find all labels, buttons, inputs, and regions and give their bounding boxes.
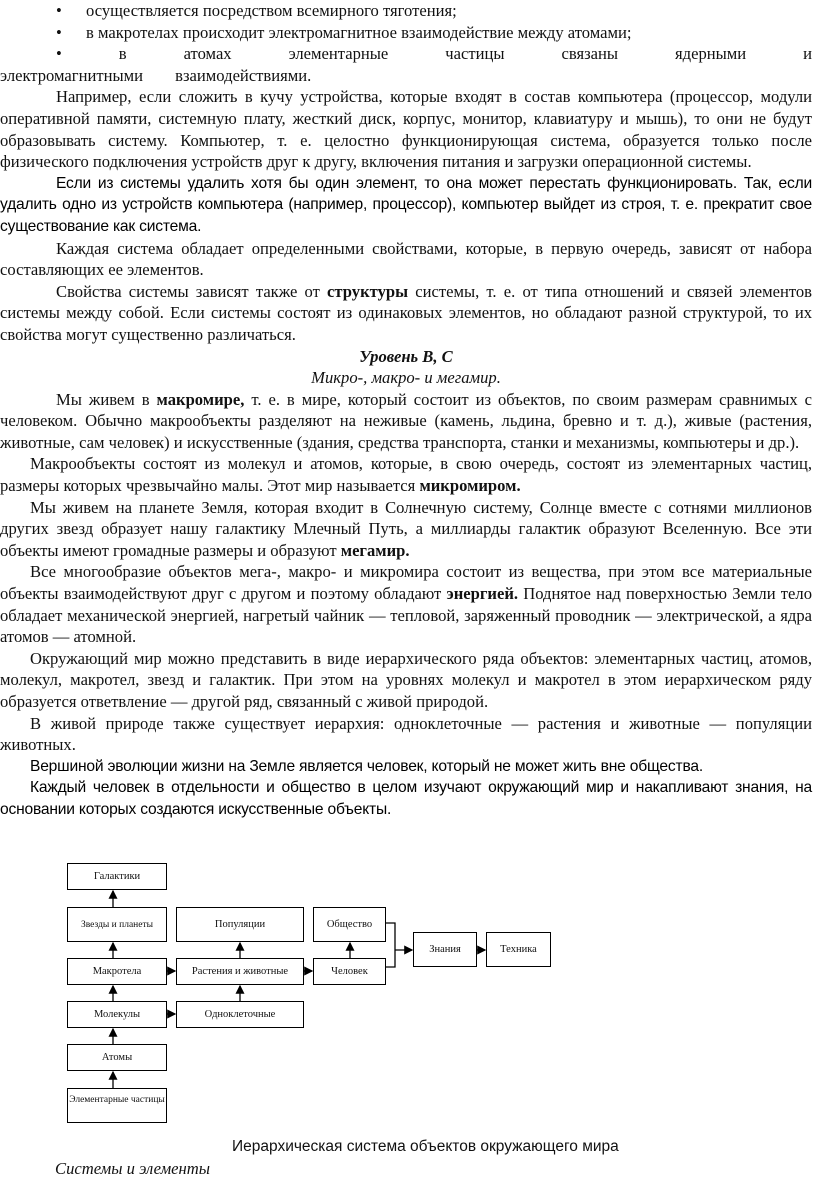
bullet-item: • в макротелах происходит электромагнитное взаимодействие между атомами;: [0, 22, 812, 44]
bullet-icon: •: [56, 1, 62, 20]
paragraph-emphasis: Каждый человек в отдельности и общество в целом изучают окружающий мир и накапливают знания, на основании которых создаются искусственные объекты.: [0, 779, 812, 818]
box-technology: Техника: [486, 932, 551, 967]
bullet-item: • в атомах элементарные частицы связаны ядерными и электромагнитными взаимодействиями.: [0, 44, 813, 85]
box-society: Общество: [313, 907, 386, 942]
bullet-item: • осуществляется посредством всемирного тяготения;: [0, 0, 812, 22]
paragraph: Все многообразие объектов мега-, макро- и микромира состоит из вещества, при этом все материальные объекты взаимодействуют друг с другом и поэтому обладают энергией. Поднятое над поверхностью Земли тело обладает механической энергией, нагретый чайник — тепловой, заряженный проводник — электрической, а ядра атомов — атомной.: [0, 562, 812, 647]
section-title: Микро-, макро- и мегамир.: [311, 368, 501, 388]
paragraph-emphasis: Вершиной эволюции жизни на Земле является человек, который не может жить вне общества.: [30, 757, 703, 775]
paragraph: Окружающий мир можно представить в виде иерархического ряда объектов: элементарных частиц, атомов, молекул, макротел, звезд и галактик. При этом на уровнях молекул и макротел в этом иерархическом ряду образуется ответвление — другой ряд, связанный с живой природой.: [0, 648, 812, 711]
box-unicellular: Одноклеточные: [176, 1001, 304, 1028]
bullet-icon: •: [56, 22, 62, 42]
paragraph: В живой природе также существует иерархия: одноклеточные — растения и животные — популяции животных.: [0, 713, 812, 755]
paragraph: Макрообъекты состоят из молекул и атомов, которые, в свою очередь, состоят из элементарных частиц, размеры которых чрезвычайно малы. Этот мир называется микромиром.: [0, 454, 812, 496]
bullet-icon: •: [56, 44, 62, 64]
box-human: Человек: [313, 958, 386, 985]
box-knowledge: Знания: [413, 932, 477, 967]
figure-caption: Иерархическая система объектов окружающего мира: [232, 1138, 619, 1155]
box-plants-animals: Растения и животные: [176, 958, 304, 985]
paragraph: Свойства системы зависят также от структуры системы, т. е. от типа отношений и связей элементов системы между собой. Если системы состоят из одинаковых элементов, но обладают разной структурой, то их свойства могут существенно различаться.: [0, 281, 813, 344]
paragraph: Каждая система обладает определенными свойствами, которые, в первую очередь, зависят от набора составляющих ее элементов.: [0, 238, 812, 280]
box-elementary-particles: Элементарные частицы: [67, 1088, 167, 1123]
paragraph: Мы живем в макромире, т. е. в мире, который состоит из объектов, по своим размерам сравнимых с человеком. Обычно макрообъекты разделяют на неживые (камень, льдина, бревно и т. д.), живые (растения, животные, сам человек) и искусственные (здания, средства транспорта, станки и механизмы, компьютеры и др.).: [0, 389, 812, 452]
box-stars: Звезды и планеты: [67, 907, 167, 942]
paragraph-emphasis: Если из системы удалить хотя бы один элемент, то она может перестать функционировать. Так, если удалить одно из устройств компьютера (например, процессор), компьютер выйдет из строя, т. е. прекратит свое существование как система.: [0, 174, 812, 235]
level-heading: Уровень В, С: [359, 346, 453, 366]
bracket: [386, 923, 395, 967]
box-galaxies: Галактики: [67, 863, 167, 890]
paragraph: Например, если сложить в кучу устройства, которые входят в состав компьютера (процессор, модули оперативной памяти, системную плату, жесткий диск, корпус, монитор, клавиатуру и мышь), то они не будут образовывать систему. Компьютер, т. е. целостно функционирующая система, образуется только после физического подключения устройств друг к другу, включения питания и загрузки операционной системы.: [0, 87, 812, 172]
box-atoms: Атомы: [67, 1044, 167, 1071]
paragraph: Мы живем на планете Земля, которая входит в Солнечную систему, Солнце вместе с сотнями миллионов других звезд образует нашу галактику Млечный Путь, а миллиарды галактик образуют Вселенную. Все эти объекты имеют громадные размеры и образуют мегамир.: [0, 497, 812, 560]
box-populations: Популяции: [176, 907, 304, 942]
next-section-title: Системы и элементы: [55, 1159, 210, 1178]
box-macrobodies: Макротела: [67, 958, 167, 985]
box-molecules: Молекулы: [67, 1001, 167, 1028]
